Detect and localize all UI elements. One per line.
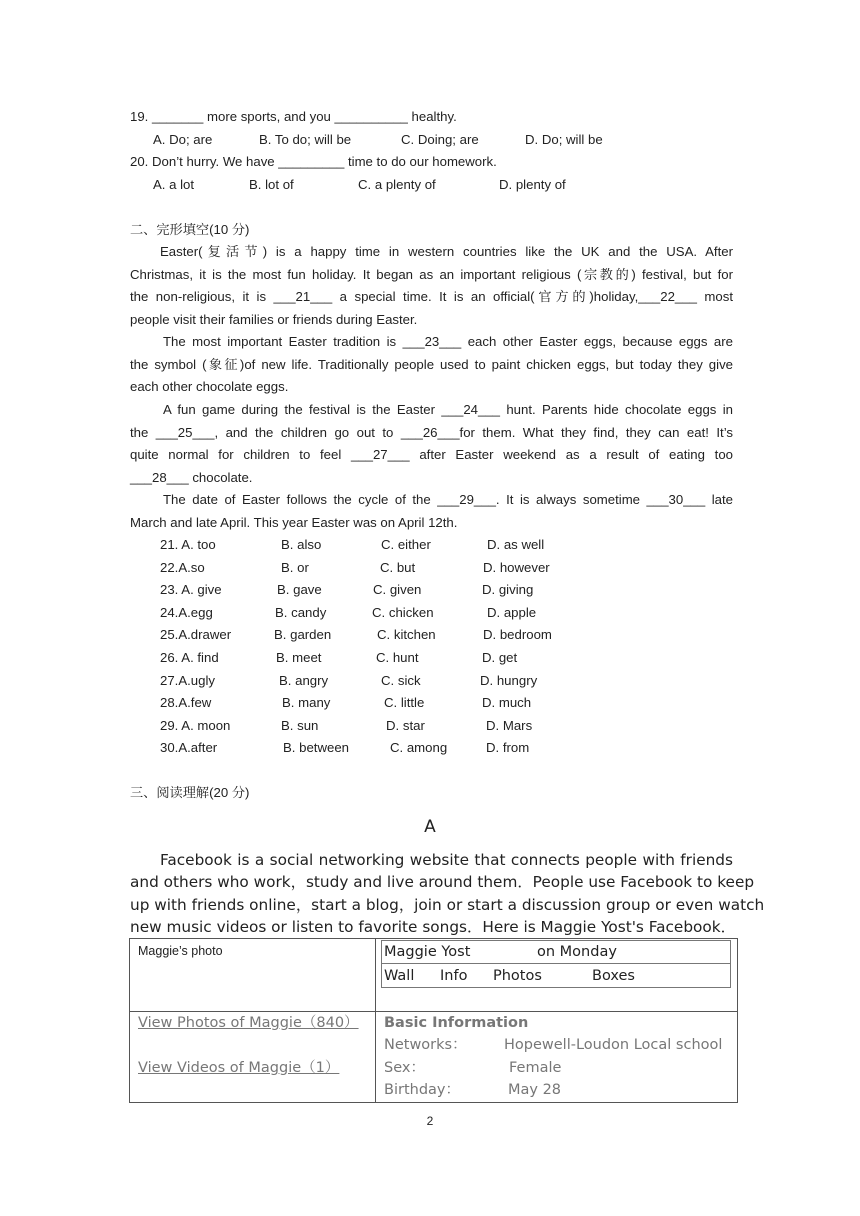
view-videos-link[interactable]: View Videos of Maggie（1） <box>138 1060 340 1076</box>
passage-letter: A <box>424 817 436 837</box>
cloze-line: the ___25___, and the children go out to ___26___for them. What they find, they can eat! It’s <box>130 425 733 440</box>
passage-line: Facebook is a social networking website that connects people with friends <box>160 851 733 869</box>
cloze-option-22-b: B. or <box>281 559 309 575</box>
q19-option-c: C. Doing; are <box>401 132 479 147</box>
cloze-option-27-b: B. angry <box>279 672 329 688</box>
q19-option-b: B. To do; will be <box>259 132 352 147</box>
cloze-option-22-d: D. however <box>483 559 550 575</box>
cloze-option-26-d: D. get <box>482 650 518 665</box>
info-value-birthday: May 28 <box>508 1082 562 1098</box>
cloze-line: the symbol (象征)of new life. Traditionally people used to paint chicken eggs, but today they give <box>130 357 733 372</box>
profile-status: on Monday <box>537 944 617 960</box>
cloze-option-25-c: C. kitchen <box>377 627 436 643</box>
cloze-option-22-c: C. but <box>380 559 416 575</box>
cloze-option-29-b: B. sun <box>281 717 319 733</box>
reading-heading: 三、阅读理解(20 分) <box>130 785 250 800</box>
passage-line: new music videos or listen to favorite songs．Here is Maggie Yost's Facebook． <box>130 918 736 936</box>
cloze-line: A fun game during the festival is the Easter ___24___ hunt. Parents hide chocolate eggs in <box>163 402 733 417</box>
profile-header-divider <box>381 963 731 964</box>
cloze-option-28-c: C. little <box>384 695 425 711</box>
cloze-heading: 二、完形填空(10 分) <box>130 222 250 237</box>
cloze-option-25-b: B. garden <box>274 627 332 643</box>
cloze-option-25-d: D. bedroom <box>483 627 552 643</box>
cloze-option-30-b: B. between <box>283 740 349 756</box>
tab-boxes[interactable]: Boxes <box>592 968 635 984</box>
cloze-line: people visit their families or friends during Easter. <box>130 312 418 327</box>
cloze-option-24-a: 24.A.egg <box>160 604 213 620</box>
q20-option-a: A. a lot <box>153 177 195 192</box>
cloze-line: The most important Easter tradition is ___23___ each other Easter eggs, because eggs are <box>163 334 733 349</box>
cloze-option-26-b: B. meet <box>276 650 322 665</box>
cloze-option-29-d: D. Mars <box>486 717 533 733</box>
cloze-line: The date of Easter follows the cycle of the ___29___. It is always sometime ___30___ late <box>163 492 733 507</box>
column-divider <box>375 938 376 1103</box>
cloze-line: quite normal for children to feel ___27___ after Easter weekend as a result of eating too <box>130 447 733 462</box>
view-photos-link[interactable]: View Photos of Maggie（840） <box>138 1015 359 1031</box>
cloze-option-24-c: C. chicken <box>372 604 434 620</box>
cloze-line: each other chocolate eggs. <box>130 379 289 394</box>
cloze-option-22-a: 22.A.so <box>160 559 205 575</box>
info-label-networks: Networks： <box>384 1037 467 1053</box>
cloze-line: Christmas, it is the most fun holiday. It began as an important religious (宗教的) festival, but for <box>130 267 733 282</box>
cloze-option-26-a: 26. A. find <box>160 650 219 665</box>
cloze-option-25-a: 25.A.drawer <box>160 627 232 643</box>
info-value-networks: Hopewell-Loudon Local school <box>504 1037 723 1053</box>
cloze-option-24-b: B. candy <box>275 604 327 620</box>
cloze-option-27-a: 27.A.ugly <box>160 672 215 688</box>
q20-option-b: B. lot of <box>249 177 294 192</box>
cloze-option-28-b: B. many <box>282 695 331 711</box>
basic-info-title: Basic Information <box>384 1015 529 1031</box>
cloze-option-23-b: B. gave <box>277 582 322 598</box>
tab-info[interactable]: Info <box>440 968 468 984</box>
cloze-option-27-c: C. sick <box>381 672 421 688</box>
cloze-option-28-d: D. much <box>482 695 532 711</box>
cloze-option-28-a: 28.A.few <box>160 695 212 711</box>
cloze-line: March and late April. This year Easter was on April 12th. <box>130 515 458 530</box>
cloze-line: ___28___ chocolate. <box>130 470 253 485</box>
cloze-option-21-c: C. either <box>381 537 431 552</box>
cloze-option-21-a: 21. A. too <box>160 537 216 552</box>
q19-option-d: D. Do; will be <box>525 132 603 147</box>
cloze-option-30-d: D. from <box>486 740 530 756</box>
cloze-option-26-c: C. hunt <box>376 650 419 665</box>
q20-option-d: D. plenty of <box>499 177 566 192</box>
cloze-option-23-a: 23. A. give <box>160 582 222 598</box>
page-number: 2 <box>426 1114 434 1128</box>
passage-line: up with friends online，start a blog，join or start a discussion group or even watch <box>130 896 765 914</box>
cloze-option-30-c: C. among <box>390 740 448 756</box>
info-label-birthday: Birthday： <box>384 1082 460 1098</box>
cloze-line: the non-religious, it is ___21___ a special time. It is an official(官方的)holiday,___22___ most <box>130 289 733 304</box>
row-divider <box>129 1011 738 1012</box>
cloze-line: Easter(复活节) is a happy time in western countries like the UK and the USA. After <box>160 244 733 259</box>
info-value-sex: Female <box>509 1060 562 1076</box>
q19-option-a: A. Do; are <box>153 132 213 147</box>
question-19: 19. _______ more sports, and you __________ healthy. <box>130 109 457 124</box>
profile-name: Maggie Yost <box>384 944 471 960</box>
cloze-option-21-b: B. also <box>281 537 322 552</box>
cloze-option-24-d: D. apple <box>487 604 537 620</box>
tab-photos[interactable]: Photos <box>493 968 542 984</box>
cloze-option-23-d: D. giving <box>482 582 534 598</box>
passage-line: and others who work，study and live around them．People use Facebook to keep <box>130 873 755 891</box>
q20-option-c: C. a plenty of <box>358 177 436 192</box>
cloze-option-21-d: D. as well <box>487 537 545 552</box>
question-20: 20. Don’t hurry. We have _________ time to do our homework. <box>130 154 497 169</box>
cloze-option-29-c: D. star <box>386 717 425 733</box>
photo-label: Maggie’s photo <box>138 944 223 958</box>
cloze-option-30-a: 30.A.after <box>160 740 218 756</box>
tab-wall[interactable]: Wall <box>384 968 415 984</box>
cloze-option-27-d: D. hungry <box>480 672 538 688</box>
cloze-option-23-c: C. given <box>373 582 422 598</box>
cloze-option-29-a: 29. A. moon <box>160 717 231 733</box>
info-label-sex: Sex： <box>384 1060 425 1076</box>
